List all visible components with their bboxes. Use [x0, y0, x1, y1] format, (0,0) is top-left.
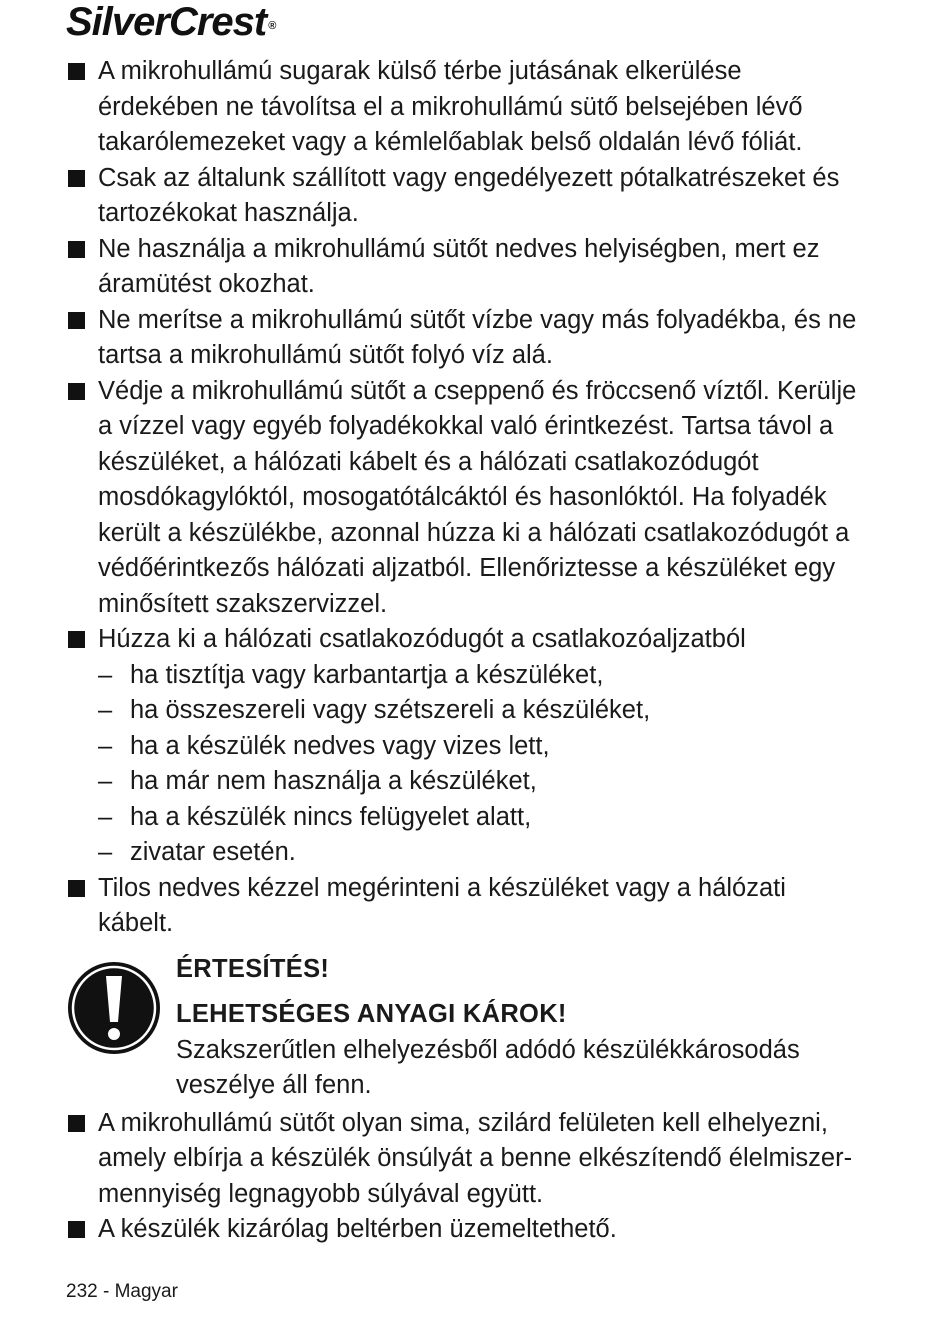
list-item-text: Védje a mikrohullámú sütőt a cseppenő és fröccsenő víztől. Kerülje a vízzel vagy egyéb folyadékokkal való érintkezést. Tartsa távol a készüléket, a hálózati kábelt és a hálózati csatlakozódugót mosdókagylóktól, mosogatótálcáktól és hasonlóktól. Ha folyadék került a készülékbe, azonnal húzza ki a hálózati csatlakozódugót a védőérintkezős hálózati aljzatból. Ellenőriztesse a készüléket egy minősített szakszervizzel. — [98, 376, 857, 618]
list-item-text: A mikrohullámú sütőt olyan sima, szilárd felületen kell elhelyezni, amely elbírja a készülék önsúlyát a benne elkészítendő élelmiszer-mennyiség legnagyobb súlyával együtt. — [98, 1108, 853, 1208]
registered-mark: ® — [268, 20, 276, 32]
dash-marker: – — [98, 767, 113, 795]
sub-list-item-text: ha tisztítja vagy karbantartja a készüléket, — [130, 660, 604, 689]
list-item-text: A készülék kizárólag beltérben üzemeltethető. — [98, 1215, 617, 1243]
list-item — [66, 374, 866, 623]
safety-instructions — [66, 54, 866, 1248]
list-item — [66, 871, 866, 942]
sub-list-item — [66, 658, 866, 694]
bullet-square-icon — [68, 170, 85, 187]
sub-list-item — [66, 729, 866, 765]
sub-list-item-text: zivatar esetén. — [130, 838, 296, 866]
sub-list-item-text: ha a készülék nincs felügyelet alatt, — [130, 802, 532, 831]
notice-box — [66, 952, 866, 1104]
list-item — [66, 232, 866, 303]
bullet-square-icon — [68, 241, 85, 258]
bullet-square-icon — [68, 63, 85, 80]
sub-list-item — [66, 835, 866, 871]
dash-marker: – — [98, 731, 113, 760]
notice-subtitle: LEHETSÉGES ANYAGI KÁROK! — [176, 1000, 567, 1028]
list-item-text: Ne használja a mikrohullámú sütőt nedves helyiségben, mert ez áramütést okozhat. — [98, 234, 820, 298]
list-item-text: Húzza ki a hálózati csatlakozódugót a csatlakozóaljzatból — [98, 625, 746, 653]
brand-logo — [66, 2, 275, 42]
list-item-text: Csak az általunk szállított vagy engedélyezett pótalkatrészeket és tartozékokat használja. — [98, 163, 840, 227]
sub-list-item — [66, 764, 866, 800]
bullet-square-icon — [68, 631, 85, 648]
bullet-square-icon — [68, 1221, 85, 1238]
notice-title: ÉRTESÍTÉS! — [176, 954, 330, 983]
sub-list-item-text: ha a készülék nedves vagy vizes lett, — [130, 731, 550, 760]
page-footer — [66, 1280, 178, 1304]
sub-list-item — [66, 800, 866, 836]
bullet-square-icon — [68, 1115, 85, 1132]
dash-marker: – — [98, 696, 113, 724]
sub-list-item-text: ha összeszereli vagy szétszereli a készüléket, — [130, 696, 651, 724]
list-item-text: Ne merítse a mikrohullámú sütőt vízbe vagy más folyadékba, és ne tartsa a mikrohullámú sütőt folyó víz alá. — [98, 305, 857, 369]
bullet-square-icon — [68, 880, 85, 897]
dash-marker: – — [98, 802, 113, 831]
sub-list-item — [66, 693, 866, 729]
brand-logo-text: SilverCrest — [66, 0, 267, 44]
dash-marker: – — [98, 660, 113, 689]
list-item — [66, 622, 866, 658]
bullet-square-icon — [68, 312, 85, 329]
dash-marker: – — [98, 838, 113, 866]
page-number-label: 232 - Magyar — [66, 1281, 178, 1302]
exclamation-circle-icon — [66, 960, 162, 1056]
sub-list-item-text: ha már nem használja a készüléket, — [130, 767, 537, 795]
list-item-text: A mikrohullámú sugarak külső térbe jutásának elkerülése érdekében ne távolítsa el a mikrohullámú sütő belsejében lévő takarólemezeket vagy a kémlelőablak belső oldalán lévő fóliát. — [98, 57, 803, 156]
notice-text: Szakszerűtlen elhelyezésből adódó készülékkárosodás veszélye áll fenn. — [176, 1035, 800, 1099]
list-item — [66, 303, 866, 374]
list-item — [66, 1212, 866, 1248]
list-item — [66, 1106, 866, 1213]
list-item — [66, 54, 866, 161]
bullet-square-icon — [68, 383, 85, 400]
list-item — [66, 161, 866, 232]
list-item-text: Tilos nedves kézzel megérinteni a készüléket vagy a hálózati kábelt. — [98, 873, 786, 937]
